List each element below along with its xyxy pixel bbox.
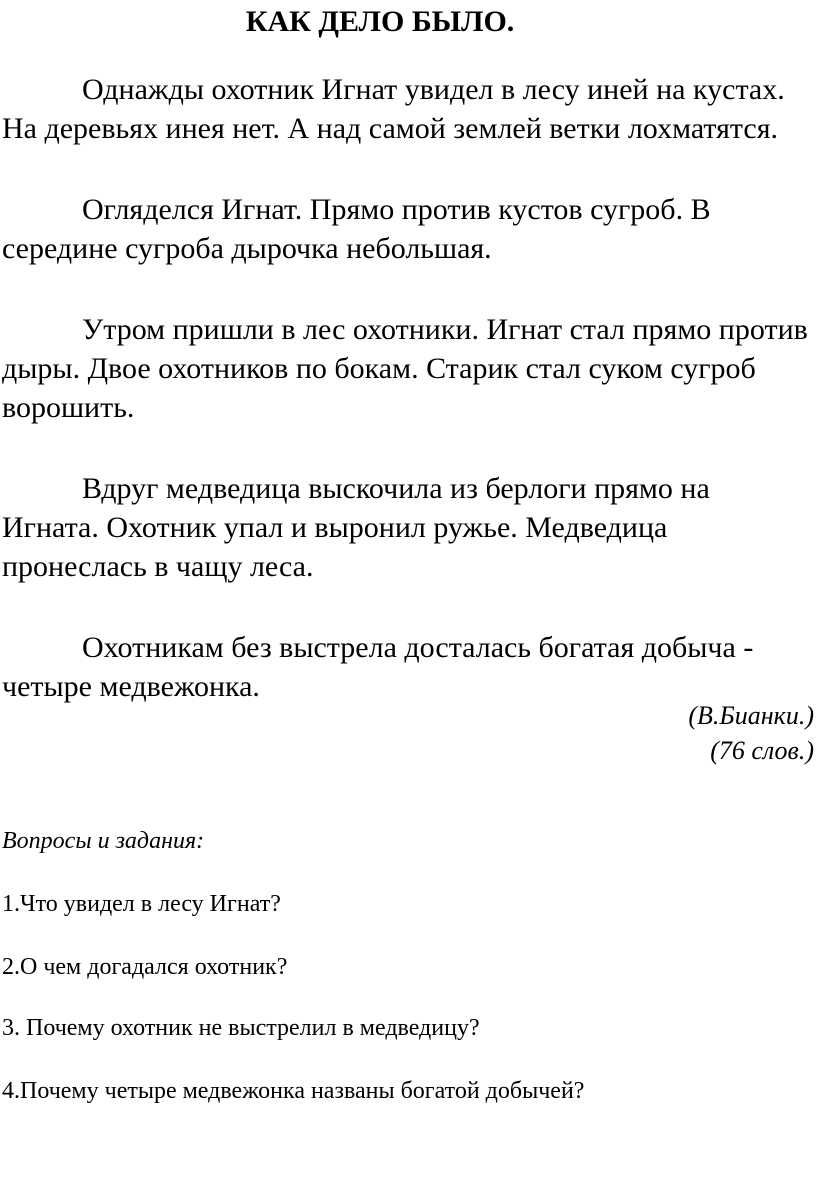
story-paragraph-4: Вдруг медведица выскочила из берлоги прямо на Игната. Охотник упал и выронил ружье. Медведица пронеслась в чащу леса. — [2, 472, 710, 583]
author-attribution: (В.Бианки.) — [688, 701, 814, 730]
question-4: 4.Почему четыре медвежонка названы богатой добычей? — [2, 1078, 585, 1104]
document-title: КАК ДЕЛО БЫЛО. — [245, 5, 515, 38]
story-paragraph-5: Охотникам без выстрела досталась богатая добыча - четыре медвежонка. — [2, 631, 754, 703]
question-2: 2.О чем догадался охотник? — [2, 954, 288, 980]
question-1: 1.Что увидел в лесу Игнат? — [2, 891, 281, 917]
story-text — [2, 70, 808, 748]
question-3: 3. Почему охотник не выстрелил в медведицу? — [2, 1015, 480, 1041]
story-paragraph-3: Утром пришли в лес охотники. Игнат стал прямо против дыры. Двое охотников по бокам. Старик стал суком сугроб ворошить. — [2, 313, 808, 424]
questions-heading: Вопросы и задания: — [2, 828, 205, 854]
word-count: (76 слов.) — [710, 736, 814, 765]
story-paragraph-1: Однажды охотник Игнат увидел в лесу иней на кустах. На деревьях инея нет. А над самой землей ветки лохматятся. — [2, 73, 785, 145]
story-paragraph-2: Огляделся Игнат. Прямо против кустов сугроб. В середине сугроба дырочка небольшая. — [2, 193, 711, 265]
